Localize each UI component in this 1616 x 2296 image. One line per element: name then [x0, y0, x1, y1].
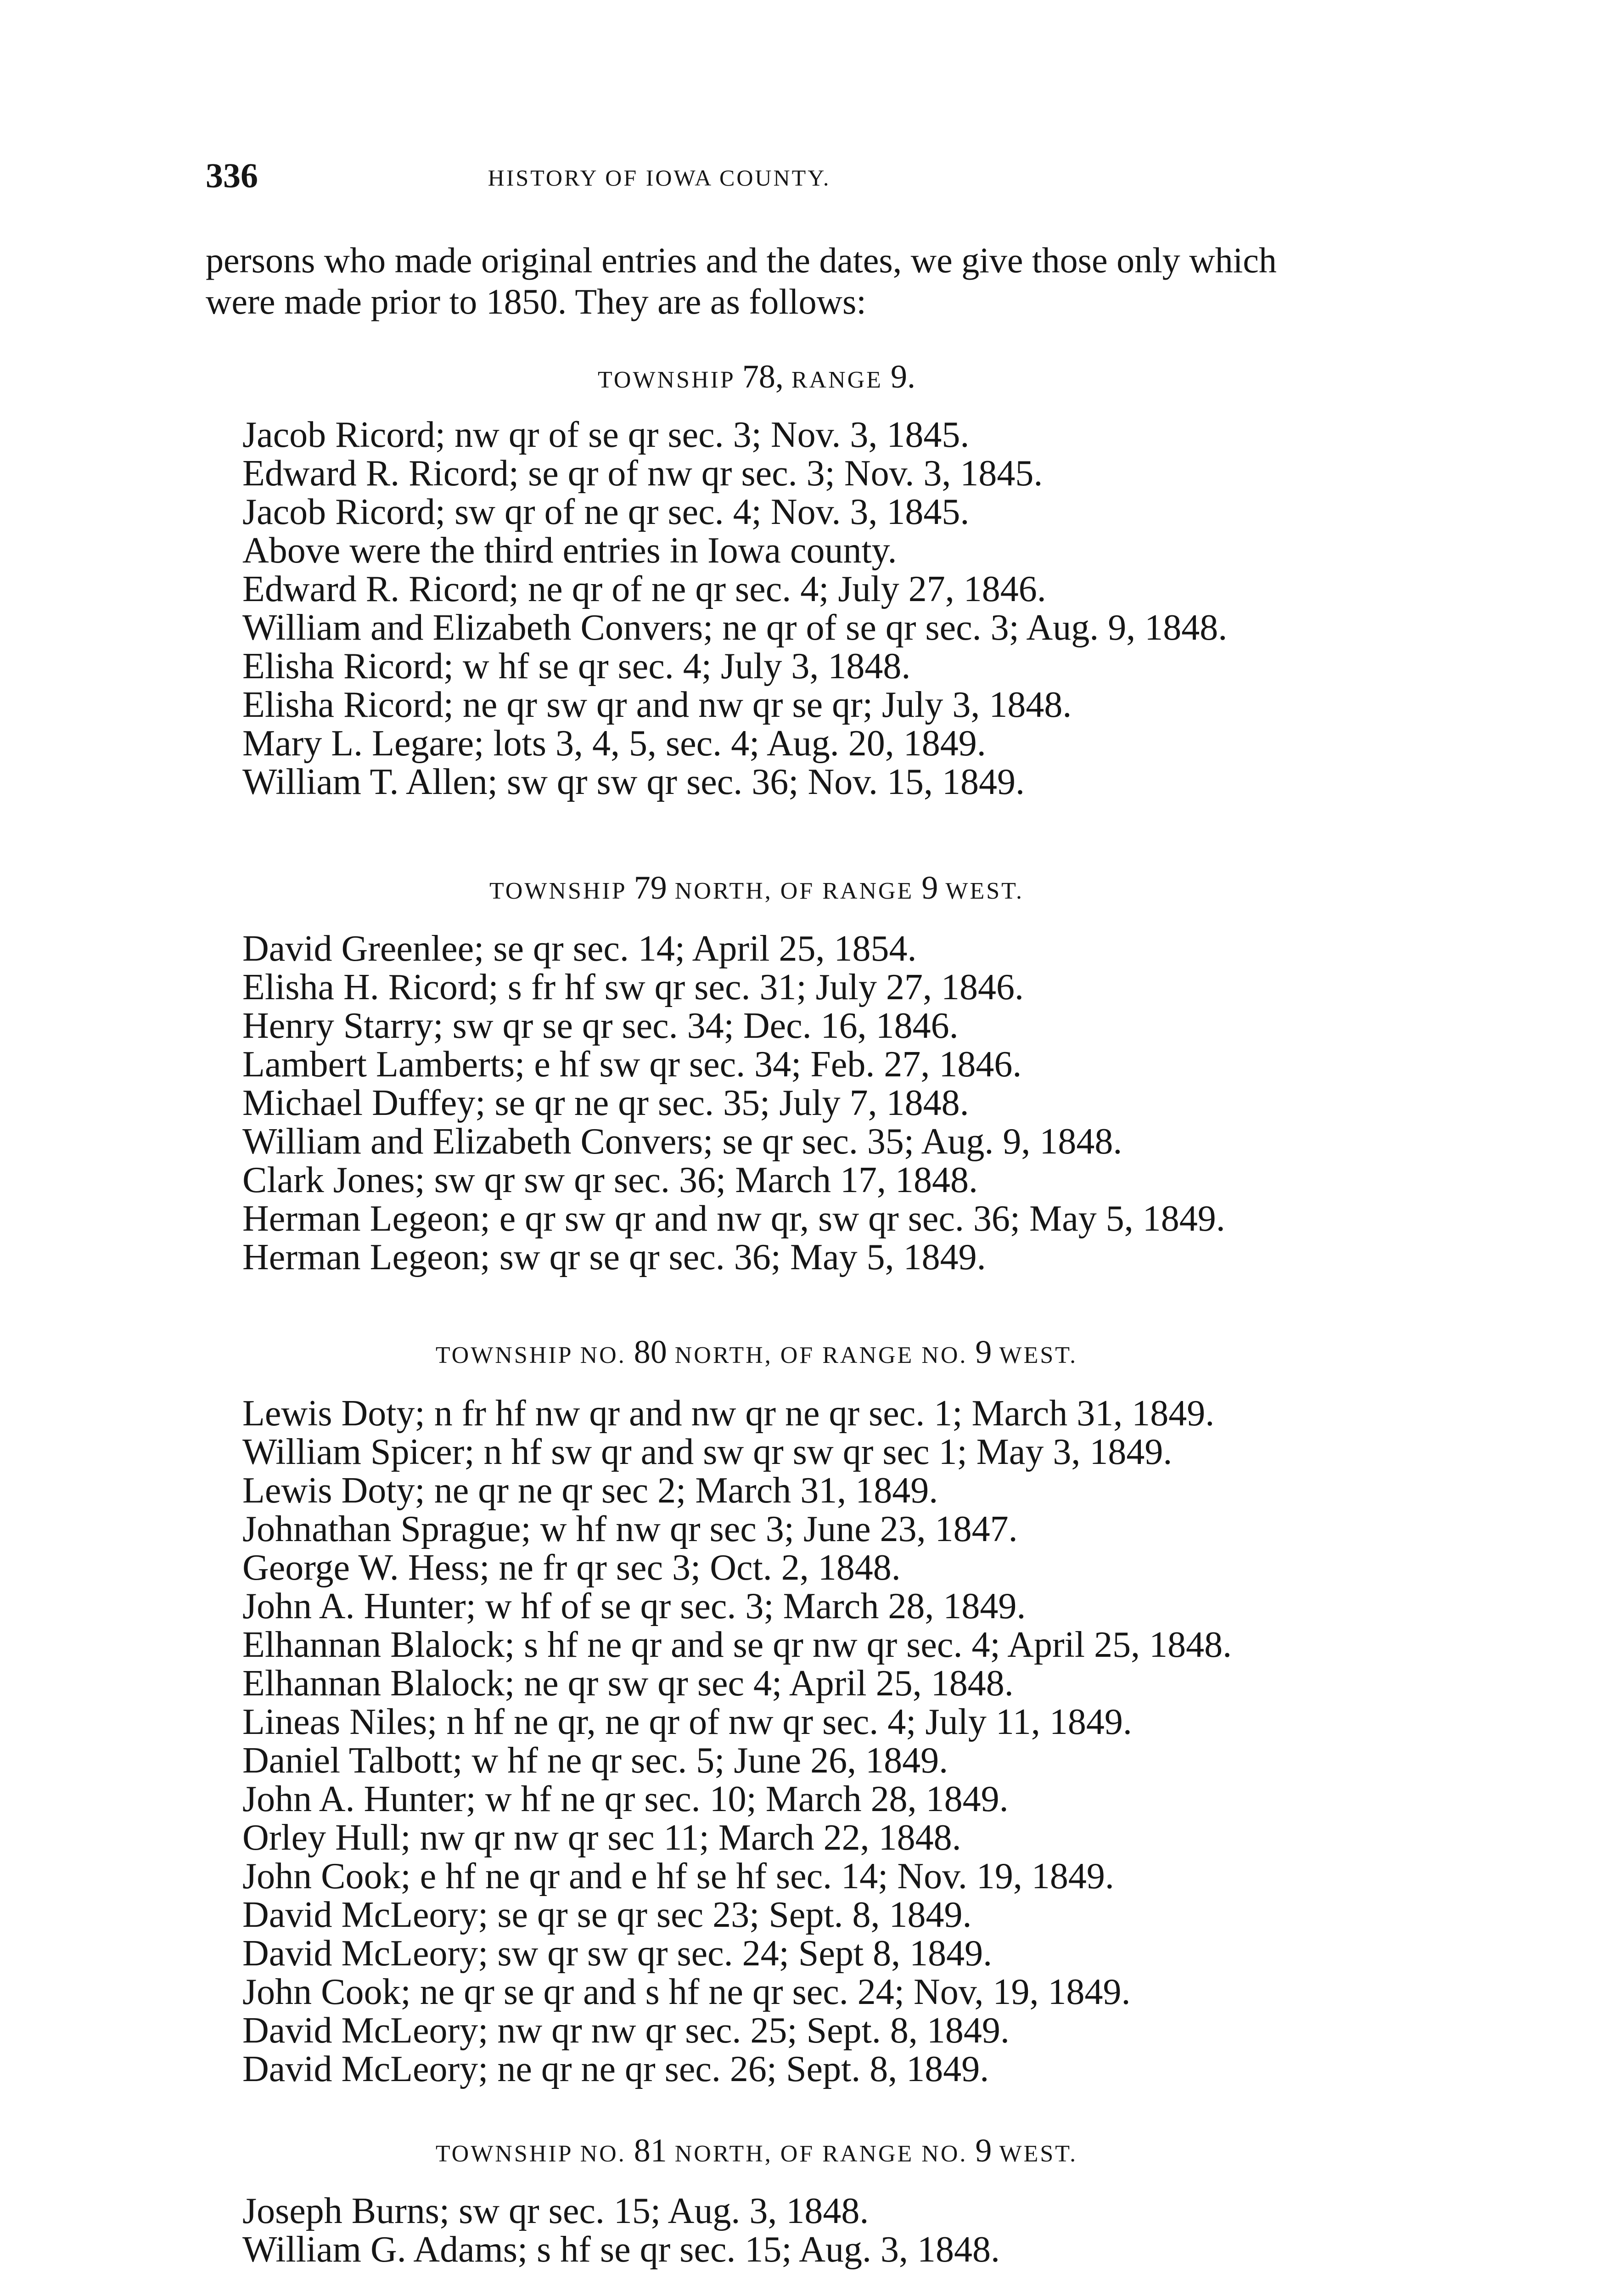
section-heading-township-80: TOWNSHIP NO. 80 NORTH, OF RANGE NO. 9 WEST.: [435, 1334, 1078, 1370]
entry-line: Lambert Lamberts; e hf sw qr sec. 34; Feb. 27, 1846.: [242, 1044, 1022, 1085]
entry-list-township-78: [242, 416, 1227, 801]
entry-line: Lineas Niles; n hf ne qr, ne qr of nw qr sec. 4; July 11, 1849.: [242, 1702, 1132, 1742]
entry-line: Herman Legeon; sw qr se qr sec. 36; May 5, 1849.: [242, 1237, 986, 1277]
entry-line: David McLeory; sw qr sw qr sec. 24; Sept 8, 1849.: [242, 1933, 993, 1974]
entry-line: Lewis Doty; ne qr ne qr sec 2; March 31, 1849.: [242, 1470, 938, 1511]
section-heading-township-78: TOWNSHIP 78, RANGE 9.: [598, 358, 915, 395]
section-heading-township-79: TOWNSHIP 79 NORTH, OF RANGE 9 WEST.: [489, 869, 1024, 906]
entry-list-township-80: [242, 1394, 1232, 2088]
entry-line: Elhannan Blalock; s hf ne qr and se qr nw qr sec. 4; April 25, 1848.: [242, 1625, 1232, 1665]
entry-line: William and Elizabeth Convers; ne qr of se qr sec. 3; Aug. 9, 1848.: [242, 608, 1228, 648]
entry-line: David McLeory; ne qr ne qr sec. 26; Sept. 8, 1849.: [242, 2049, 989, 2089]
entry-list-township-81: [242, 2192, 1000, 2269]
entry-line: Edward R. Ricord; se qr of nw qr sec. 3; Nov. 3, 1845.: [242, 453, 1043, 494]
entry-line: Edward R. Ricord; ne qr of ne qr sec. 4; July 27, 1846.: [242, 569, 1046, 609]
entry-line: Michael Duffey; se qr ne qr sec. 35; July 7, 1848.: [242, 1083, 969, 1123]
entry-line: Lewis Doty; n fr hf nw qr and nw qr ne qr sec. 1; March 31, 1849.: [242, 1393, 1215, 1434]
page-number: 336: [206, 157, 258, 195]
running-title: HISTORY OF IOWA COUNTY.: [488, 165, 831, 191]
entry-list-township-79: [242, 929, 1225, 1277]
entry-line: Orley Hull; nw qr nw qr sec 11; March 22, 1848.: [242, 1818, 961, 1858]
intro-paragraph: [206, 240, 1528, 322]
entry-line: David Greenlee; se qr sec. 14; April 25, 1854.: [242, 929, 917, 969]
intro-line: persons who made original entries and the dates, we give those only which: [206, 240, 1277, 280]
entry-line: Mary L. Legare; lots 3, 4, 5, sec. 4; Aug. 20, 1849.: [242, 723, 986, 764]
entry-line: Elhannan Blalock; ne qr sw qr sec 4; April 25, 1848.: [242, 1663, 1014, 1704]
entry-line: William Spicer; n hf sw qr and sw qr sw qr sec 1; May 3, 1849.: [242, 1432, 1173, 1472]
entry-line: William G. Adams; s hf se qr sec. 15; Aug. 3, 1848.: [242, 2229, 1000, 2270]
entry-line: George W. Hess; ne fr qr sec 3; Oct. 2, 1848.: [242, 1548, 901, 1588]
entry-line: Johnathan Sprague; w hf nw qr sec 3; June 23, 1847.: [242, 1509, 1018, 1549]
entry-line: Henry Starry; sw qr se qr sec. 34; Dec. 16, 1846.: [242, 1006, 959, 1046]
entry-line: David McLeory; se qr se qr sec 23; Sept. 8, 1849.: [242, 1895, 972, 1935]
section-heading-township-81: TOWNSHIP NO. 81 NORTH, OF RANGE NO. 9 WEST.: [435, 2132, 1078, 2169]
entry-line: Clark Jones; sw qr sw qr sec. 36; March 17, 1848.: [242, 1160, 978, 1200]
entry-line: Jacob Ricord; nw qr of se qr sec. 3; Nov. 3, 1845.: [242, 415, 970, 455]
entry-line: Elisha Ricord; ne qr sw qr and nw qr se qr; July 3, 1848.: [242, 685, 1072, 725]
entry-line: David McLeory; nw qr nw qr sec. 25; Sept. 8, 1849.: [242, 2010, 1010, 2051]
entry-line: Elisha Ricord; w hf se qr sec. 4; July 3, 1848.: [242, 646, 911, 687]
entry-line: William T. Allen; sw qr sw qr sec. 36; Nov. 15, 1849.: [242, 762, 1025, 802]
entry-line: John Cook; e hf ne qr and e hf se hf sec. 14; Nov. 19, 1849.: [242, 1856, 1114, 1896]
entry-line: John A. Hunter; w hf of se qr sec. 3; March 28, 1849.: [242, 1586, 1026, 1626]
entry-line: William and Elizabeth Convers; se qr sec. 35; Aug. 9, 1848.: [242, 1121, 1122, 1162]
entry-line: Joseph Burns; sw qr sec. 15; Aug. 3, 1848.: [242, 2191, 869, 2231]
entry-line: Jacob Ricord; sw qr of ne qr sec. 4; Nov. 3, 1845.: [242, 492, 970, 532]
entry-line: Above were the third entries in Iowa county.: [242, 530, 897, 571]
entry-line: Elisha H. Ricord; s fr hf sw qr sec. 31; July 27, 1846.: [242, 967, 1024, 1007]
intro-line: were made prior to 1850. They are as follows:: [206, 281, 866, 321]
entry-line: Daniel Talbott; w hf ne qr sec. 5; June 26, 1849.: [242, 1740, 948, 1781]
running-head: [206, 155, 1113, 197]
entry-line: Herman Legeon; e qr sw qr and nw qr, sw qr sec. 36; May 5, 1849.: [242, 1199, 1225, 1239]
entry-line: John Cook; ne qr se qr and s hf ne qr sec. 24; Nov, 19, 1849.: [242, 1972, 1131, 2012]
entry-line: John A. Hunter; w hf ne qr sec. 10; March 28, 1849.: [242, 1779, 1009, 1819]
